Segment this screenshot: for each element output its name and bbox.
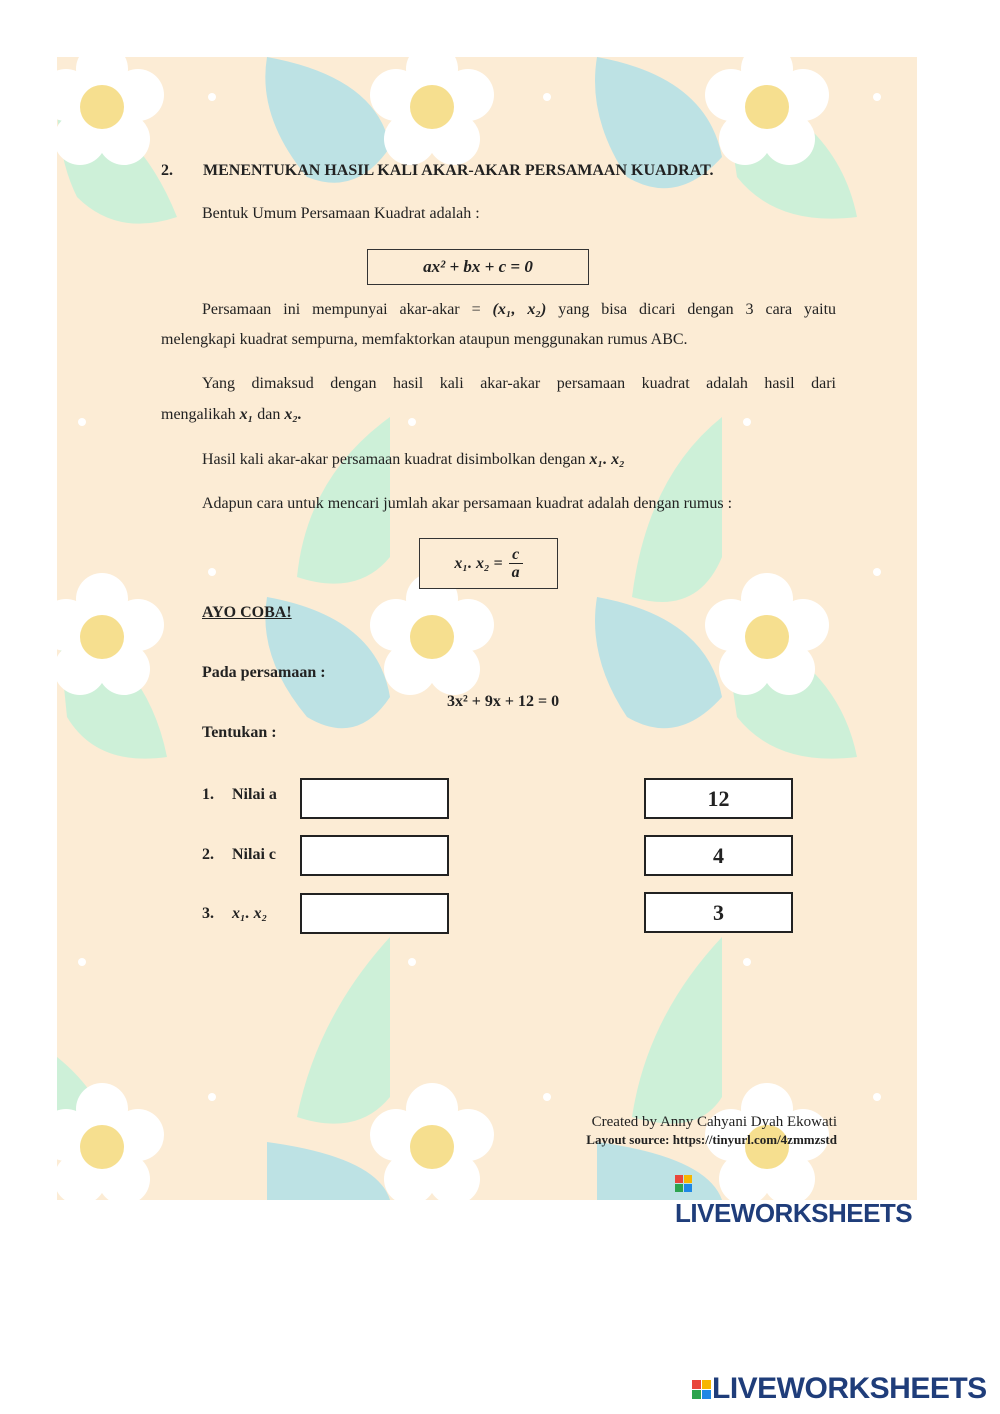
paragraph-2-line-1: Yang dimaksud dengan hasil kali akar-akar persamaan kuadrat adalah hasil dari [202, 375, 836, 392]
paragraph-4: Adapun cara untuk mencari jumlah akar persamaan kuadrat adalah dengan rumus : [202, 495, 733, 512]
question-2-number: 2. [202, 846, 214, 863]
liveworksheets-logo-footer[interactable] [692, 1372, 987, 1406]
question-3-label [202, 905, 267, 923]
section-heading [161, 162, 714, 180]
paragraph-2-line-2 [161, 405, 302, 425]
paragraph-3 [202, 450, 625, 470]
answer-box-3[interactable] [300, 893, 449, 934]
floral-background [57, 57, 917, 1200]
para1-text-b: yang bisa dicari dengan 3 cara yaitu [558, 301, 837, 318]
fraction-denominator: a [509, 563, 523, 581]
option-3[interactable]: 3 [644, 892, 793, 933]
logo-mark-icon [692, 1380, 712, 1400]
worksheet-page [57, 57, 917, 1228]
question-2-label [202, 846, 276, 864]
product-formula-box [419, 538, 558, 589]
liveworksheets-logo-inner [675, 1167, 917, 1229]
product-formula-lhs: x₁. x₂ = [454, 554, 503, 572]
question-3-number: 3. [202, 905, 214, 922]
paragraph-1-line-2: melengkapi kuadrat sempurna, memfaktorkan ataupun menggunakan rumus ABC. [161, 331, 688, 348]
logo-text: LIVEWORKSHEETS [712, 1372, 987, 1405]
option-4[interactable]: 4 [644, 835, 793, 876]
question-1-text: Nilai a [232, 786, 277, 803]
answer-box-2[interactable] [300, 835, 449, 876]
para2-dan: dan [257, 406, 281, 423]
question-1-label [202, 786, 277, 804]
general-formula: ax² + bx + c = 0 [423, 257, 533, 276]
roots-symbol: (x₁, x₂) [492, 301, 547, 318]
fraction [509, 546, 523, 581]
para1-text-a: Persamaan ini mempunyai akar-akar = [202, 301, 481, 318]
para2-text: mengalikah [161, 406, 236, 423]
exercise-instruction: Tentukan : [202, 724, 277, 741]
para3-text: Hasil kali akar-akar persamaan kuadrat disimbolkan dengan [202, 451, 586, 468]
exercise-heading: AYO COBA! [202, 604, 292, 621]
exercise-equation: 3x² + 9x + 12 = 0 [447, 693, 560, 710]
paragraph-1-line-1 [202, 300, 836, 320]
credit-author: Created by Anny Cahyani Dyah Ekowati [591, 1114, 837, 1130]
x2-symbol: x₂. [284, 406, 302, 423]
intro-text: Bentuk Umum Persamaan Kuadrat adalah : [202, 205, 480, 222]
section-title: MENENTUKAN HASIL KALI AKAR-AKAR PERSAMAAN KUADRAT. [203, 162, 714, 179]
credit-layout-source: Layout source: https://tinyurl.com/4zmmzstd [586, 1132, 837, 1147]
product-symbol: x₁. x₂ [589, 451, 625, 468]
exercise-intro: Pada persamaan : [202, 664, 326, 681]
section-number: 2. [161, 162, 173, 179]
general-formula-box [367, 249, 589, 285]
logo-text: LIVEWORKSHEETS [675, 1198, 913, 1228]
fraction-numerator: c [512, 546, 520, 563]
option-12[interactable]: 12 [644, 778, 793, 819]
question-3-text: x₁. x₂ [232, 905, 268, 922]
answer-box-1[interactable] [300, 778, 449, 819]
question-1-number: 1. [202, 786, 214, 803]
x1-symbol: x₁ [239, 406, 254, 423]
logo-mark-icon [675, 1175, 693, 1193]
question-2-text: Nilai c [232, 846, 276, 863]
